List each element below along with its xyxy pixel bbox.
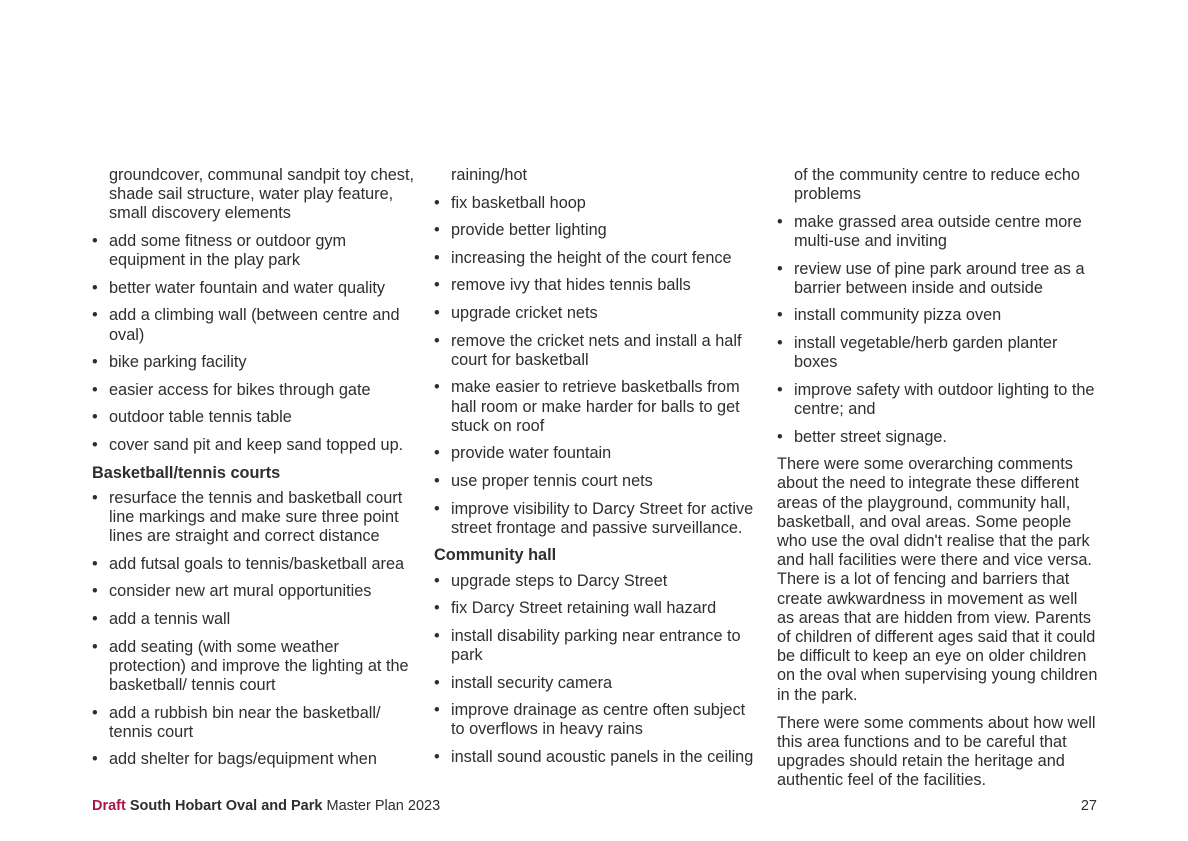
list-item: • improve drainage as centre often subject to overflows in heavy rains xyxy=(434,701,756,739)
bullet-list xyxy=(92,166,414,455)
column-1 xyxy=(92,166,414,778)
list-item: • add futsal goals to tennis/basketball area xyxy=(92,555,414,574)
bullet-list xyxy=(92,489,414,770)
list-item: • make easier to retrieve basketballs from hall room or make harder for balls to get stuck on roof xyxy=(434,378,756,436)
list-item: • add a tennis wall xyxy=(92,610,414,629)
body-paragraph: There were some overarching comments about the need to integrate these different areas of the playground, community hall, basketball, and oval areas. Some people who use the oval didn't realise that the park and hall facilities were there and vice versa. There is a lot of fencing and barriers that create awkwardness in movement as well as areas that are hidden from view. Parents of children of different ages said that it could be difficult to keep an eye on older children on the oval when supervising young children in the park. xyxy=(777,455,1098,704)
list-item: • add seating (with some weather protection) and improve the lighting at the basketball/ tennis court xyxy=(92,638,414,696)
list-item: • install vegetable/herb garden planter boxes xyxy=(777,334,1099,372)
list-item: • fix basketball hoop xyxy=(434,194,756,213)
document-title: South Hobart Oval and Park xyxy=(129,798,323,814)
list-item: • provide water fountain xyxy=(434,444,756,463)
page-number: 27 xyxy=(1080,798,1097,814)
bullet-list xyxy=(434,166,756,538)
list-item: • make grassed area outside centre more multi-use and inviting xyxy=(777,213,1099,251)
list-item: • consider new art mural opportunities xyxy=(92,582,414,601)
list-item: • improve safety with outdoor lighting to the centre; and xyxy=(777,381,1099,419)
list-item: • fix Darcy Street retaining wall hazard xyxy=(434,599,756,618)
list-item-continued: of the community centre to reduce echo problems xyxy=(794,166,1080,204)
list-item: • better street signage. xyxy=(777,428,1099,447)
list-item: • remove ivy that hides tennis balls xyxy=(434,276,756,295)
list-item: • install community pizza oven xyxy=(777,306,1099,325)
draft-label: Draft xyxy=(92,798,126,814)
list-item-continued: raining/hot xyxy=(451,166,528,184)
list-item: • add some fitness or outdoor gym equipment in the play park xyxy=(92,232,414,270)
list-item: • upgrade cricket nets xyxy=(434,304,756,323)
list-item: • increasing the height of the court fence xyxy=(434,249,756,268)
section-heading-basketball-tennis: Basketball/tennis courts xyxy=(92,463,281,482)
list-item: • install disability parking near entrance to park xyxy=(434,627,756,665)
list-item: • add a climbing wall (between centre and oval) xyxy=(92,306,414,344)
list-item: • outdoor table tennis table xyxy=(92,408,414,427)
list-item: • improve visibility to Darcy Street for active street frontage and passive surveillance. xyxy=(434,500,756,538)
list-item: • install sound acoustic panels in the ceiling xyxy=(434,748,756,767)
list-item: • add a rubbish bin near the basketball/ tennis court xyxy=(92,704,414,742)
list-item: • easier access for bikes through gate xyxy=(92,381,414,400)
list-item: • resurface the tennis and basketball court line markings and make sure three point lines are straight and correct distance xyxy=(92,489,414,547)
bullet-list xyxy=(777,166,1099,447)
body-paragraph: There were some comments about how well this area functions and to be careful that upgrades should retain the heritage and authentic feel of the facilities. xyxy=(777,713,1096,790)
list-item: • cover sand pit and keep sand topped up. xyxy=(92,436,414,455)
list-item: • better water fountain and water quality xyxy=(92,279,414,298)
list-item: • add shelter for bags/equipment when xyxy=(92,750,414,769)
list-item: • install security camera xyxy=(434,674,756,693)
list-item: • bike parking facility xyxy=(92,353,414,372)
list-item-continued: groundcover, communal sandpit toy chest, shade sail structure, water play feature, small discovery elements xyxy=(109,166,414,223)
list-item: • review use of pine park around tree as a barrier between inside and outside xyxy=(777,260,1099,298)
column-2 xyxy=(434,166,756,776)
section-heading-community-hall: Community hall xyxy=(434,546,557,565)
list-item: • remove the cricket nets and install a half court for basketball xyxy=(434,332,756,370)
bullet-list xyxy=(434,572,756,768)
list-item: • use proper tennis court nets xyxy=(434,472,756,491)
column-3 xyxy=(777,166,1099,800)
list-item: • upgrade steps to Darcy Street xyxy=(434,572,756,591)
list-item: • provide better lighting xyxy=(434,221,756,240)
footer xyxy=(92,798,440,814)
document-subtitle: Master Plan 2023 xyxy=(326,798,441,814)
